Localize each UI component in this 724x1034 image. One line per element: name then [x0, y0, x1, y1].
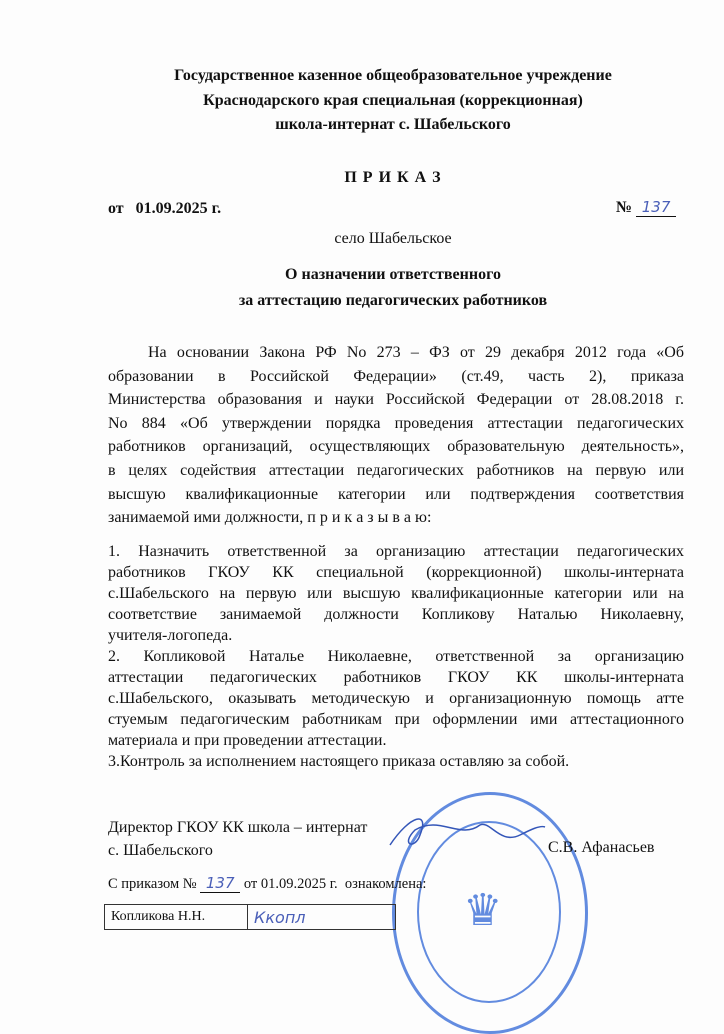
text-line: с.Шабельского на первую или высшую квалификационные категории или на	[108, 585, 684, 602]
acknowledgement-table	[104, 904, 396, 930]
text-line: соответствие занимаемой должности Копликову Наталью Николаевну,	[108, 606, 684, 623]
ack-suffix: от 01.09.2025 г. ознакомлена:	[243, 876, 427, 892]
ack-prefix: С приказом №	[108, 876, 197, 892]
ack-number: 137	[200, 874, 240, 893]
text-line: учителя-логопеда.	[108, 627, 233, 644]
title-line: О назначении ответственного	[285, 266, 501, 283]
header-line: школа-интернат с. Шабельского	[275, 116, 511, 133]
order-date: от 01.09.2025 г.	[108, 200, 222, 217]
text-line: аттестации педагогических работников ГКОУ КК школы-интерната	[108, 669, 684, 686]
text-line: стуемым педагогическим работникам при оформлении ими аттестационного	[108, 711, 684, 728]
text-line: Министерства образования и науки Российской Федерации от 28.08.2018 г.	[108, 391, 684, 409]
text-line: 1. Назначить ответственной за организацию аттестации педагогических	[108, 543, 684, 560]
ack-name: Копликова Н.Н.	[105, 905, 248, 930]
signer-name: С.В. Афанасьев	[548, 839, 655, 856]
place: село Шабельское	[334, 230, 452, 247]
text-line: высшую квалификационные категории или подтверждения соответствия	[108, 485, 684, 503]
order-item-3	[108, 751, 684, 772]
header-line: Государственное казенное общеобразовательное учреждение	[174, 67, 612, 84]
preamble-paragraph	[108, 341, 684, 530]
signer-position: Директор ГКОУ КК школа – интернат	[108, 819, 368, 836]
text-line: образовании в Российской Федерации» (ст.49, часть 2), приказа	[108, 367, 684, 385]
document-type: П Р И К А З	[344, 169, 442, 186]
text-line: занимаемой ими должности, п р и к а з ы в а ю:	[108, 509, 432, 527]
acknowledgement-line	[108, 874, 426, 893]
text-line: 2. Копликовой Наталье Николаевне, ответственной за организацию	[108, 648, 684, 665]
order-number	[616, 198, 676, 217]
text-line: 3.Контроль за исполнением настоящего приказа оставляю за собой.	[108, 753, 570, 770]
order-item-2	[108, 646, 684, 751]
institution-header	[0, 64, 724, 138]
signature-block	[108, 816, 367, 862]
text-line: No 884 «Об утверждении порядка проведения аттестации педагогических	[108, 414, 684, 432]
text-line: работников организаций, осуществляющих образовательную деятельность»,	[108, 438, 684, 456]
number-value: 137	[636, 198, 676, 217]
ack-signature: Ккопл	[248, 905, 396, 930]
text-line: с.Шабельского, оказывать методическую и организационную помощь атте	[108, 690, 684, 707]
signer-location: с. Шабельского	[108, 842, 213, 859]
order-title	[0, 262, 724, 314]
text-line: работников ГКОУ КК специальной (коррекционной) школы-интерната	[108, 564, 684, 581]
coat-of-arms-icon: ♛	[463, 886, 503, 935]
director-signature	[380, 805, 550, 865]
order-item-1	[108, 541, 684, 646]
table-row	[105, 905, 396, 930]
order-items	[108, 541, 684, 772]
number-label: №	[616, 199, 633, 216]
text-line: На основании Закона РФ No 273 – ФЗ от 29 декабря 2012 года «Об	[148, 344, 684, 361]
text-line: материала и при проведении аттестации.	[108, 732, 387, 749]
text-line: в целях содействия аттестации педагогических работников на первую или	[108, 461, 684, 479]
title-line: за аттестацию педагогических работников	[238, 292, 548, 309]
header-line: Краснодарского края специальная (коррекционная)	[203, 91, 583, 109]
